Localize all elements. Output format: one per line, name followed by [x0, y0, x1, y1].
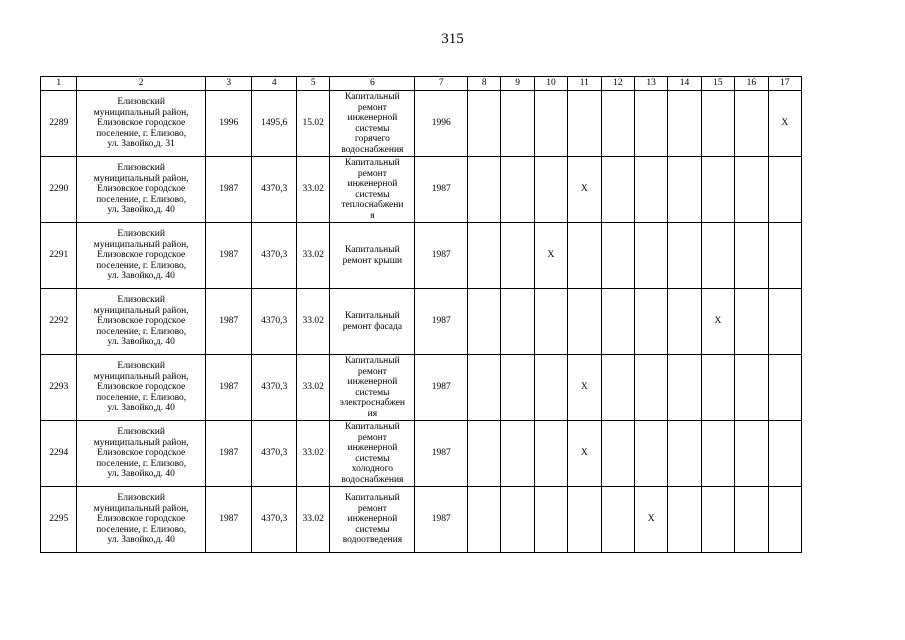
empty-cell: [534, 91, 567, 157]
empty-cell: [668, 223, 701, 289]
empty-cell: [768, 355, 801, 421]
empty-cell: [468, 223, 501, 289]
column-header-2: 2: [77, 77, 206, 91]
column-header-4: 4: [252, 77, 297, 91]
column-header-10: 10: [534, 77, 567, 91]
table-row: [41, 91, 802, 157]
work-type-cell: [330, 157, 415, 223]
table-row: [41, 355, 802, 421]
empty-cell: [468, 157, 501, 223]
empty-cell: [601, 91, 634, 157]
empty-cell: [601, 421, 634, 487]
column-header-5: 5: [297, 77, 330, 91]
empty-cell: [668, 421, 701, 487]
work-type-cell: [330, 223, 415, 289]
empty-cell: [501, 421, 534, 487]
empty-cell: [501, 157, 534, 223]
address-cell-line: поселение, г. Елизово,: [96, 260, 187, 271]
address-cell-line: Елизовский: [117, 493, 165, 504]
empty-cell: [534, 421, 567, 487]
area-cell: 4370,3: [252, 355, 297, 421]
work-type-cell-line: системы: [355, 189, 390, 200]
table-row: [41, 223, 802, 289]
work-type-cell-line: системы: [355, 123, 390, 134]
work-type-cell-line: Капитальный: [345, 245, 400, 255]
column-header-1: 1: [41, 77, 77, 91]
year-built-cell: 1996: [205, 91, 252, 157]
address-cell: [77, 289, 206, 355]
code-cell: 15.02: [297, 91, 330, 157]
work-type-cell-line: ия: [367, 408, 378, 419]
year-cell: 1987: [415, 355, 468, 421]
work-type-cell-line: инженерной: [347, 113, 398, 123]
address-cell-line: муниципальный район,: [93, 503, 189, 514]
column-header-3: 3: [205, 77, 252, 91]
year-built-cell: 1987: [205, 487, 252, 553]
column-header-16: 16: [735, 77, 768, 91]
empty-cell: [501, 289, 534, 355]
empty-cell: [768, 487, 801, 553]
work-type-cell-line: инженерной: [347, 443, 398, 453]
address-cell-line: Елизовский: [117, 229, 165, 240]
row-number: 2295: [41, 487, 77, 553]
address-cell-line: муниципальный район,: [93, 371, 189, 382]
year-cell: 1987: [415, 223, 468, 289]
address-cell-line: поселение, г. Елизово,: [96, 458, 187, 469]
empty-cell: [768, 223, 801, 289]
address-cell: [77, 91, 206, 157]
work-type-cell-line: холодного: [351, 464, 394, 474]
address-cell-line: Елизовский: [117, 97, 165, 108]
empty-cell: [701, 355, 734, 421]
row-number: 2294: [41, 421, 77, 487]
empty-cell: [568, 223, 601, 289]
work-type-cell-line: теплоснабжени: [341, 200, 404, 210]
empty-cell: [568, 91, 601, 157]
empty-cell: [468, 355, 501, 421]
work-type-cell-line: водоснабжения: [341, 144, 404, 155]
empty-cell: [501, 355, 534, 421]
work-type-cell-line: ремонт: [357, 503, 387, 514]
address-cell-line: поселение, г. Елизово,: [96, 326, 187, 337]
work-type-cell-line: системы: [355, 524, 390, 535]
empty-cell: [468, 91, 501, 157]
address-cell-line: ул. Завойко,д. 40: [107, 337, 175, 348]
work-type-cell-line: Капитальный: [345, 158, 400, 168]
address-cell: [77, 157, 206, 223]
table-row: [41, 289, 802, 355]
work-type-cell-line: горячего: [354, 134, 390, 144]
address-cell-line: Елизовское городское: [97, 250, 186, 261]
year-built-cell: 1987: [205, 421, 252, 487]
column-header-12: 12: [601, 77, 634, 91]
work-type-cell-line: ремонт: [357, 102, 387, 113]
address-cell-line: Елизовский: [117, 427, 165, 438]
code-cell: 33.02: [297, 487, 330, 553]
year-built-cell: 1987: [205, 157, 252, 223]
work-type-cell-line: системы: [355, 387, 390, 398]
empty-cell: [501, 223, 534, 289]
column-header-15: 15: [701, 77, 734, 91]
area-cell: 4370,3: [252, 157, 297, 223]
empty-cell: [735, 421, 768, 487]
empty-cell: [634, 223, 667, 289]
mark-cell: X: [568, 355, 601, 421]
empty-cell: [701, 421, 734, 487]
empty-cell: [735, 157, 768, 223]
empty-cell: [534, 157, 567, 223]
row-number: 2290: [41, 157, 77, 223]
empty-cell: [601, 487, 634, 553]
work-type-cell-line: ремонт: [357, 168, 387, 179]
page-number: 315: [441, 31, 464, 47]
column-header-17: 17: [768, 77, 801, 91]
column-header-11: 11: [568, 77, 601, 91]
work-type-cell-line: ремонт фасада: [342, 321, 403, 332]
mark-cell: X: [568, 157, 601, 223]
work-type-cell-line: Капитальный: [345, 493, 400, 504]
address-cell: [77, 421, 206, 487]
address-cell: [77, 223, 206, 289]
empty-cell: [634, 355, 667, 421]
work-type-cell: [330, 355, 415, 421]
address-cell-line: Елизовское городское: [97, 118, 186, 129]
empty-cell: [735, 223, 768, 289]
work-type-cell-line: водоснабжения: [341, 474, 404, 485]
empty-cell: [735, 487, 768, 553]
empty-cell: [701, 157, 734, 223]
column-header-7: 7: [415, 77, 468, 91]
year-cell: 1987: [415, 487, 468, 553]
work-type-cell-line: электроснабжен: [339, 398, 405, 408]
area-cell: 4370,3: [252, 289, 297, 355]
address-cell-line: Елизовское городское: [97, 448, 186, 459]
address-cell-line: поселение, г. Елизово,: [96, 392, 187, 403]
address-cell-line: муниципальный район,: [93, 173, 189, 184]
address-cell-line: Елизовский: [117, 361, 165, 372]
empty-cell: [534, 289, 567, 355]
address-cell-line: ул. Завойко,д. 40: [107, 271, 175, 282]
empty-cell: [735, 91, 768, 157]
address-cell-line: муниципальный район,: [93, 239, 189, 250]
year-built-cell: 1987: [205, 223, 252, 289]
year-cell: 1987: [415, 157, 468, 223]
address-cell-line: Елизовский: [117, 295, 165, 306]
address-cell-line: ул. Завойко,д. 31: [107, 139, 175, 150]
empty-cell: [568, 487, 601, 553]
address-cell-line: поселение, г. Елизово,: [96, 194, 187, 205]
empty-cell: [601, 223, 634, 289]
empty-cell: [568, 289, 601, 355]
empty-cell: [468, 289, 501, 355]
empty-cell: [534, 355, 567, 421]
work-type-cell-line: инженерной: [347, 377, 398, 387]
address-cell-line: муниципальный район,: [93, 107, 189, 118]
year-built-cell: 1987: [205, 289, 252, 355]
column-header-13: 13: [634, 77, 667, 91]
empty-cell: [601, 355, 634, 421]
area-cell: 4370,3: [252, 223, 297, 289]
address-cell-line: поселение, г. Елизово,: [96, 524, 187, 535]
year-cell: 1987: [415, 289, 468, 355]
area-cell: 1495,6: [252, 91, 297, 157]
address-cell-line: ул. Завойко,д. 40: [107, 535, 175, 546]
code-cell: 33.02: [297, 223, 330, 289]
empty-cell: [701, 91, 734, 157]
empty-cell: [668, 487, 701, 553]
address-cell-line: муниципальный район,: [93, 437, 189, 448]
empty-cell: [501, 91, 534, 157]
area-cell: 4370,3: [252, 487, 297, 553]
address-cell-line: Елизовское городское: [97, 316, 186, 327]
address-cell: [77, 487, 206, 553]
empty-cell: [701, 223, 734, 289]
work-type-cell-line: Капитальный: [345, 422, 400, 432]
register-table: [40, 76, 802, 553]
area-cell: 4370,3: [252, 421, 297, 487]
column-header-8: 8: [468, 77, 501, 91]
work-type-cell-line: системы: [355, 453, 390, 464]
work-type-cell-line: Капитальный: [345, 311, 400, 321]
column-header-14: 14: [668, 77, 701, 91]
work-type-cell-line: инженерной: [347, 179, 398, 189]
empty-cell: [768, 421, 801, 487]
empty-cell: [634, 421, 667, 487]
work-type-cell-line: ремонт: [357, 432, 387, 443]
table-row: [41, 487, 802, 553]
address-cell-line: ул. Завойко,д. 40: [107, 205, 175, 216]
empty-cell: [534, 487, 567, 553]
row-number: 2292: [41, 289, 77, 355]
address-cell-line: поселение, г. Елизово,: [96, 128, 187, 139]
column-header-6: 6: [330, 77, 415, 91]
address-cell-line: Елизовское городское: [97, 382, 186, 393]
year-built-cell: 1987: [205, 355, 252, 421]
code-cell: 33.02: [297, 289, 330, 355]
empty-cell: [768, 289, 801, 355]
row-number: 2293: [41, 355, 77, 421]
empty-cell: [634, 289, 667, 355]
address-cell-line: ул. Завойко,д. 40: [107, 469, 175, 480]
empty-cell: [501, 487, 534, 553]
empty-cell: [668, 355, 701, 421]
column-header-9: 9: [501, 77, 534, 91]
code-cell: 33.02: [297, 421, 330, 487]
work-type-cell-line: я: [370, 210, 375, 221]
empty-cell: [601, 157, 634, 223]
mark-cell: X: [534, 223, 567, 289]
table-row: [41, 157, 802, 223]
empty-cell: [601, 289, 634, 355]
empty-cell: [468, 421, 501, 487]
row-number: 2289: [41, 91, 77, 157]
mark-cell: X: [701, 289, 734, 355]
empty-cell: [735, 289, 768, 355]
empty-cell: [701, 487, 734, 553]
work-type-cell-line: ремонт крыши: [342, 255, 403, 266]
empty-cell: [668, 157, 701, 223]
empty-cell: [735, 355, 768, 421]
work-type-cell-line: Капитальный: [345, 356, 400, 366]
address-cell-line: ул. Завойко,д. 40: [107, 403, 175, 414]
empty-cell: [634, 91, 667, 157]
address-cell-line: Елизовское городское: [97, 514, 186, 525]
work-type-cell: [330, 421, 415, 487]
row-number: 2291: [41, 223, 77, 289]
empty-cell: [768, 157, 801, 223]
address-cell: [77, 355, 206, 421]
table-body: [41, 91, 802, 553]
address-cell-line: Елизовское городское: [97, 184, 186, 195]
mark-cell: X: [768, 91, 801, 157]
year-cell: 1996: [415, 91, 468, 157]
year-cell: 1987: [415, 421, 468, 487]
mark-cell: X: [634, 487, 667, 553]
header-row: [41, 77, 802, 91]
work-type-cell-line: Капитальный: [345, 92, 400, 102]
empty-cell: [668, 289, 701, 355]
work-type-cell-line: инженерной: [347, 514, 398, 525]
address-cell-line: Елизовский: [117, 163, 165, 174]
table-row: [41, 421, 802, 487]
work-type-cell: [330, 91, 415, 157]
work-type-cell: [330, 487, 415, 553]
empty-cell: [668, 91, 701, 157]
work-type-cell-line: водоотведения: [342, 535, 403, 546]
code-cell: 33.02: [297, 355, 330, 421]
code-cell: 33.02: [297, 157, 330, 223]
empty-cell: [468, 487, 501, 553]
mark-cell: X: [568, 421, 601, 487]
work-type-cell-line: ремонт: [357, 366, 387, 377]
work-type-cell: [330, 289, 415, 355]
address-cell-line: муниципальный район,: [93, 305, 189, 316]
empty-cell: [634, 157, 667, 223]
